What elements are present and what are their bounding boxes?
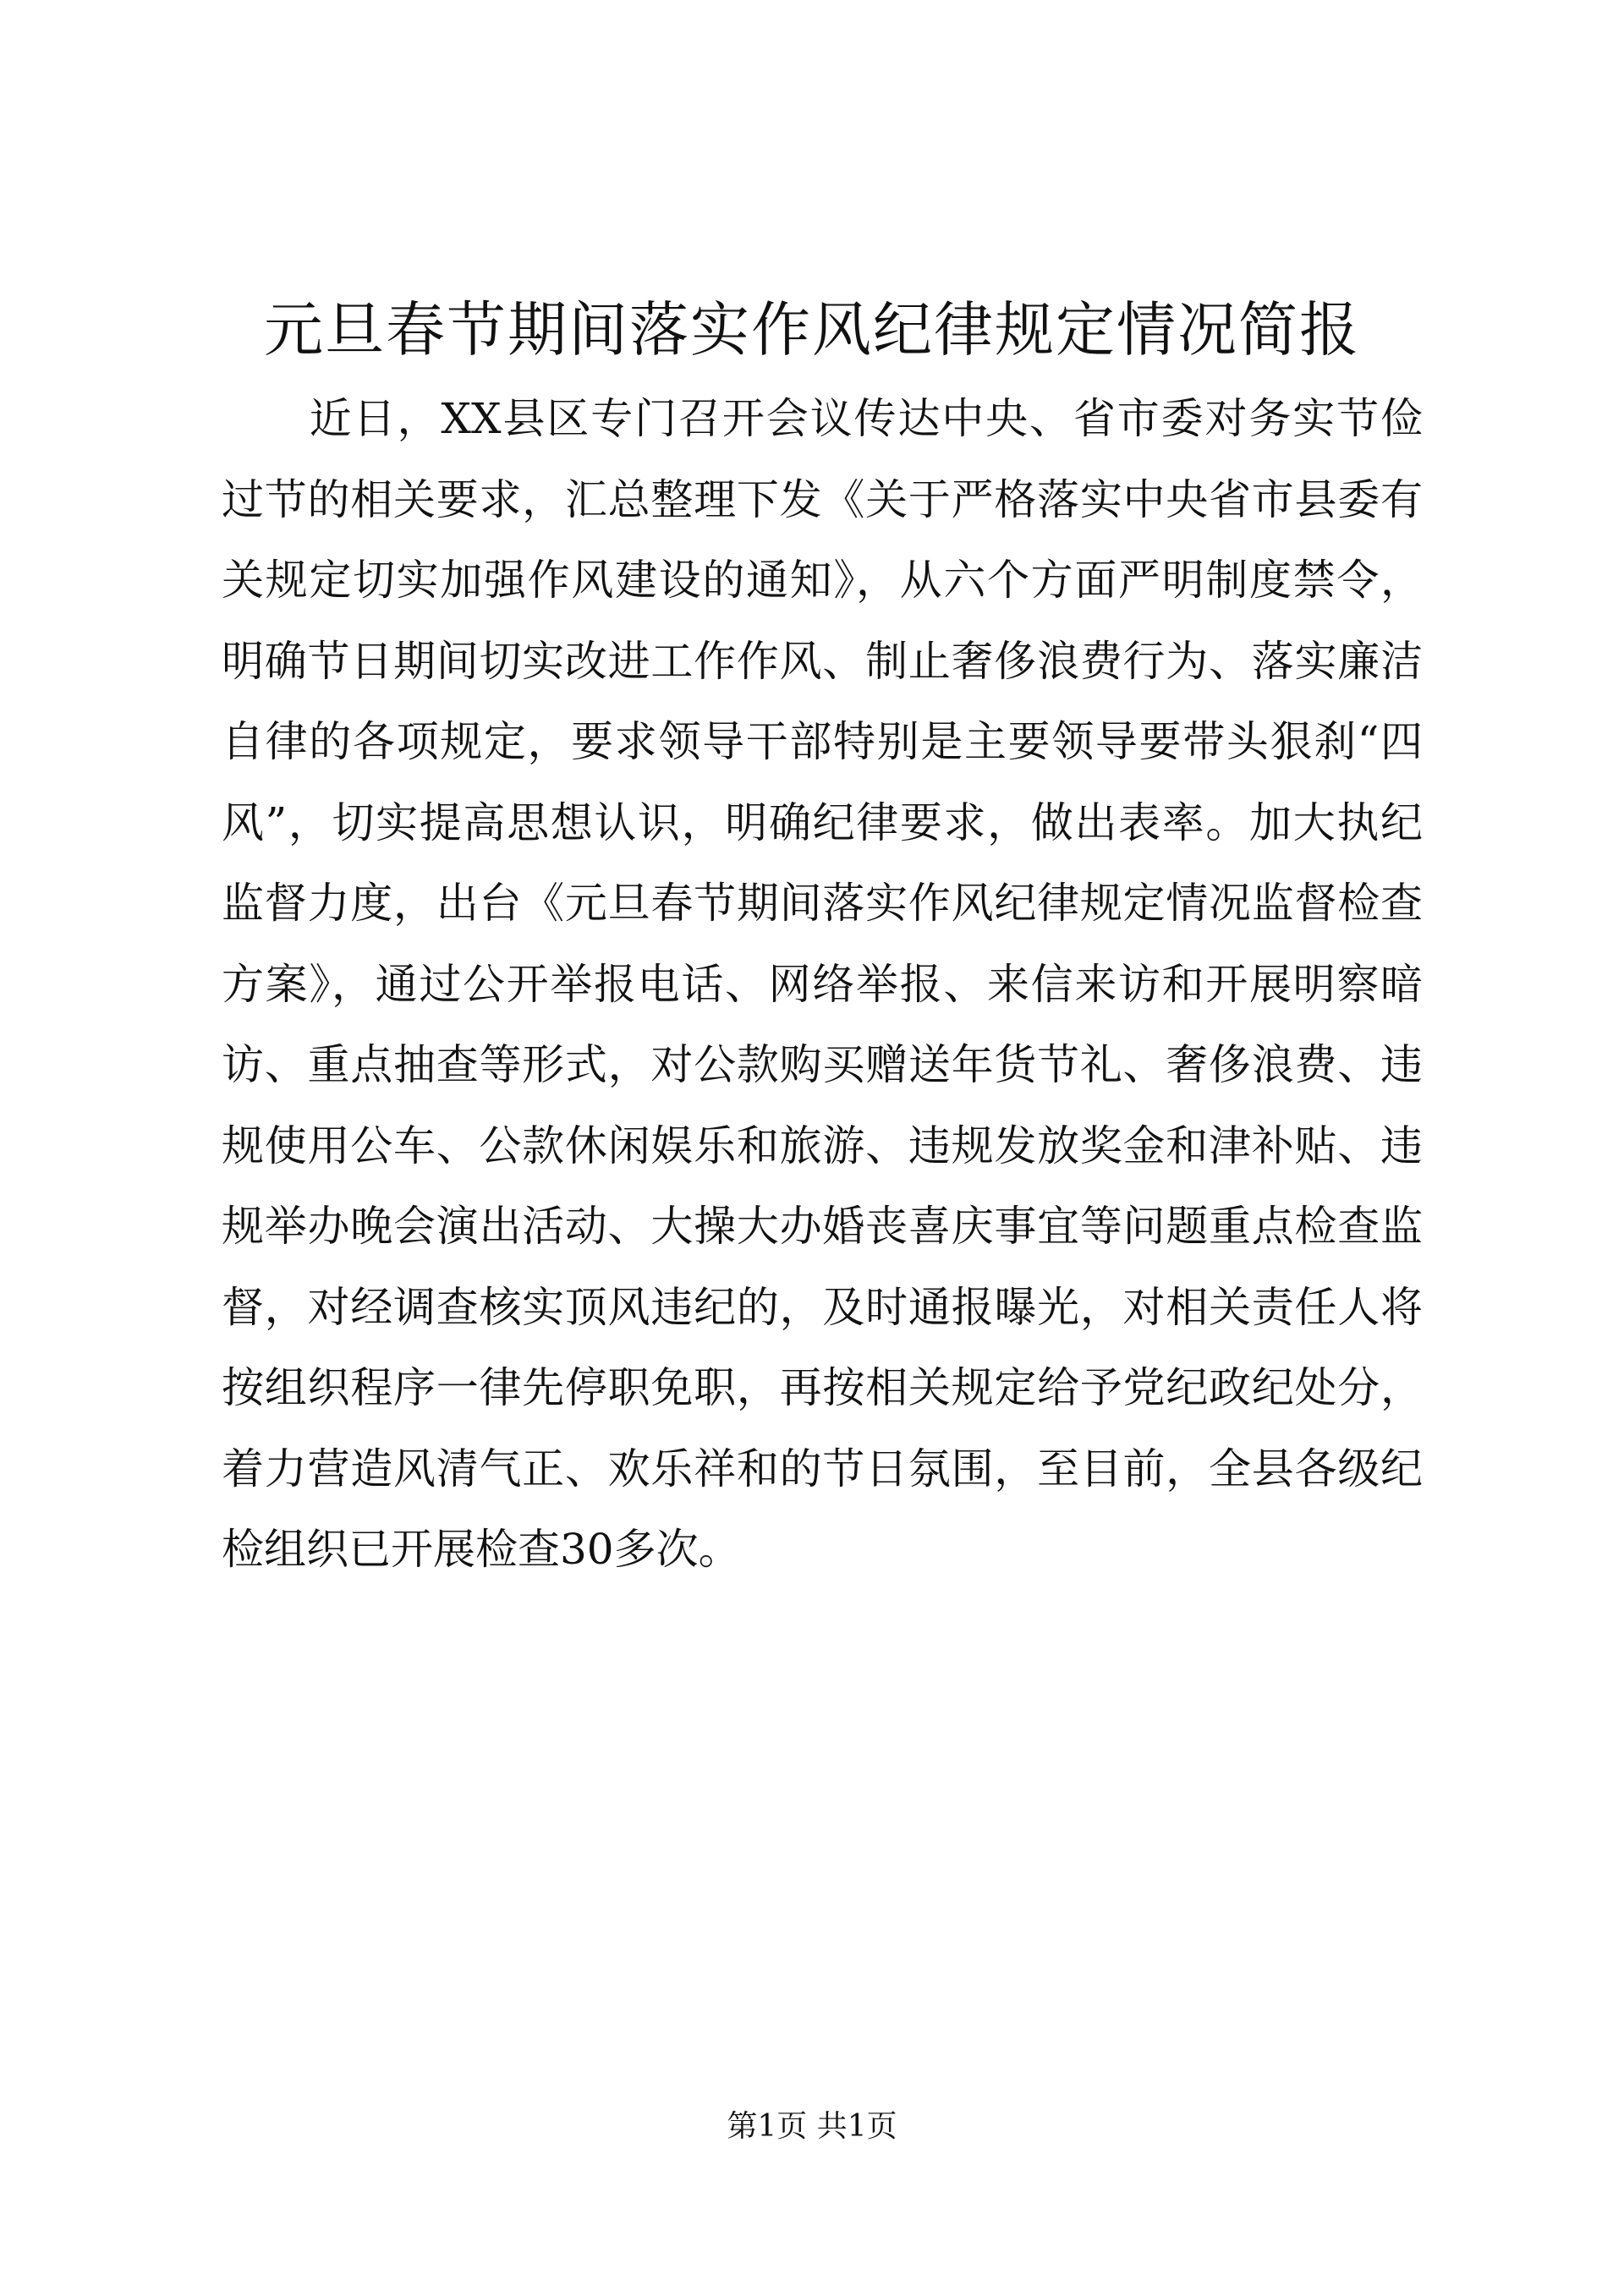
document-title: 元旦春节期间落实作风纪律规定情况简报 xyxy=(264,295,1360,364)
body-line: 监督力度，出台《元旦春节期间落实作风纪律规定情况监督检查 xyxy=(222,879,1423,928)
body-line: 过节的相关要求，汇总整理下发《关于严格落实中央省市县委有 xyxy=(222,474,1423,524)
body-line: 近日，XX县区专门召开会议传达中央、省市委对务实节俭 xyxy=(222,394,1423,443)
document-body xyxy=(222,379,1423,1591)
body-line: 关规定切实加强作风建设的通知》，从六个方面严明制度禁令， xyxy=(222,556,1423,605)
body-line: 督，对经调查核实顶风违纪的，及时通报曝光，对相关责任人将 xyxy=(222,1282,1423,1332)
body-line: 明确节日期间切实改进工作作风、制止奢侈浪费行为、落实廉洁 xyxy=(222,636,1423,686)
body-line: 规举办晚会演出活动、大操大办婚丧喜庆事宜等问题重点检查监 xyxy=(222,1202,1423,1251)
page-footer: 第1页 共1页 xyxy=(727,2109,897,2144)
body-line: 风”，切实提高思想认识，明确纪律要求，做出表率。加大执纪 xyxy=(222,797,1423,847)
body-line: 着力营造风清气正、欢乐祥和的节日氛围，至目前，全县各级纪 xyxy=(222,1444,1423,1493)
body-line: 按组织程序一律先停职免职，再按相关规定给予党纪政纪处分， xyxy=(222,1363,1423,1412)
body-line: 方案》，通过公开举报电话、网络举报、来信来访和开展明察暗 xyxy=(222,959,1423,1009)
body-line: 自律的各项规定，要求领导干部特别是主要领导要带头狠刹“四 xyxy=(222,717,1423,766)
body-line: 访、重点抽查等形式，对公款购买赠送年货节礼、奢侈浪费、违 xyxy=(222,1040,1423,1089)
body-line: 检组织已开展检查30多次。 xyxy=(222,1525,741,1574)
body-line: 规使用公车、公款休闲娱乐和旅游、违规发放奖金和津补贴、违 xyxy=(222,1121,1423,1170)
